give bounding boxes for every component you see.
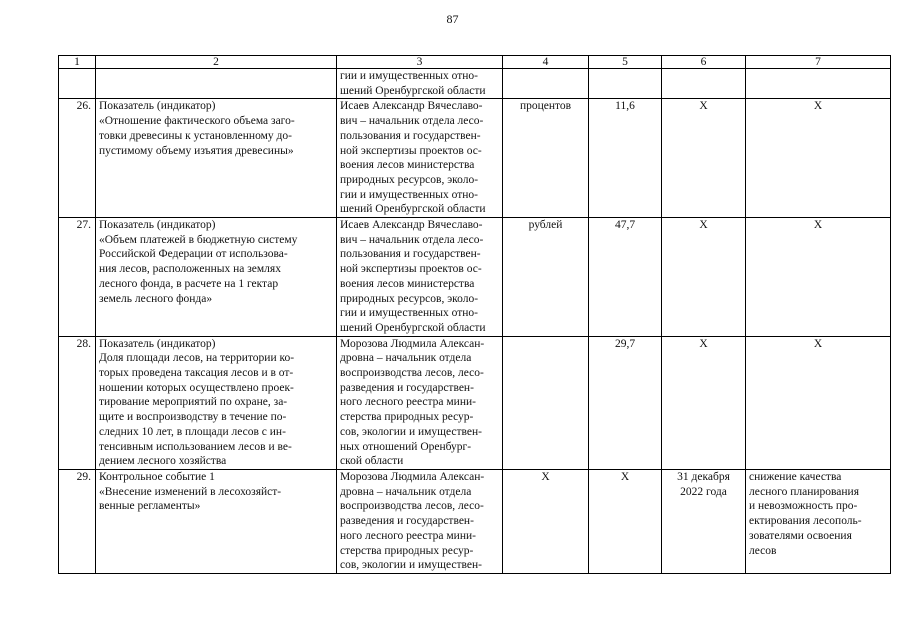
cell-empty [96, 69, 337, 99]
value-cell: Х [589, 469, 662, 573]
header-col-4: 4 [503, 56, 589, 69]
unit-cell [503, 336, 589, 469]
header-col-5: 5 [589, 56, 662, 69]
consequence-cell: Х [746, 99, 891, 218]
row-number: 27. [59, 218, 96, 337]
cell-empty [59, 69, 96, 99]
responsible-person: Исаев Александр Вячеславо- вич – начальник отдела лесо- пользования и государствен- ной экспертизы проектов ос- воения лесов министерства природных ресурсов, эколо- гии и имущественных отно- шений Оренбургской области [337, 99, 503, 218]
table-row [59, 99, 891, 218]
page-number: 87 [446, 12, 459, 26]
event-name: Контрольное событие 1 «Внесение изменений в лесохозяйст- венные регламенты» [96, 469, 337, 573]
deadline-cell: Х [662, 218, 746, 337]
header-col-2: 2 [96, 56, 337, 69]
responsible-cell: гии и имущественных отно- шений Оренбургской области [337, 69, 503, 99]
cell-empty [589, 69, 662, 99]
row-number: 26. [59, 99, 96, 218]
unit-cell: Х [503, 469, 589, 573]
consequence-cell: Х [746, 218, 891, 337]
indicators-table [58, 55, 891, 574]
indicator-name: Показатель (индикатор) «Объем платежей в бюджетную систему Российской Федерации от использова- ния лесов, расположенных на землях лесного фонда, в расчете на 1 гектар земель лесного фонда» [96, 218, 337, 337]
indicator-name: Показатель (индикатор) «Отношение фактического объема заго- товки древесины к установленному до- пустимому объему изъятия древесины» [96, 99, 337, 218]
continuation-row [59, 69, 891, 99]
consequence-cell: Х [746, 336, 891, 469]
deadline-cell: 31 декабря 2022 года [662, 469, 746, 573]
responsible-person: Морозова Людмила Алексан- дровна – начальник отдела воспроизводства лесов, лесо- разведения и государствен- ного лесного реестра мини- стерства природных ресур- сов, экологии и имуществен- ных отношений Оренбург- ской области [337, 336, 503, 469]
deadline-cell: Х [662, 336, 746, 469]
header-row [59, 56, 891, 69]
unit-cell: процентов [503, 99, 589, 218]
header-col-7: 7 [746, 56, 891, 69]
table-row [59, 336, 891, 469]
row-number: 29. [59, 469, 96, 573]
header-col-6: 6 [662, 56, 746, 69]
value-cell: 11,6 [589, 99, 662, 218]
value-cell: 47,7 [589, 218, 662, 337]
indicator-name: Показатель (индикатор) Доля площади лесов, на территории ко- торых проведена таксация лесов и в от- ношении которых осуществлено проек- тирование мероприятий по охране, за- щите и воспроизводству в течение по- следних 10 лет, в площади лесов с ин- тенсивным использованием лесов и ве- дением лесного хозяйства [96, 336, 337, 469]
table-row [59, 469, 891, 573]
header-col-3: 3 [337, 56, 503, 69]
cell-empty [662, 69, 746, 99]
consequence-cell: снижение качества лесного планирования и невозможность про- ектирования лесополь- зователями освоения лесов [746, 469, 891, 573]
header-col-1: 1 [59, 56, 96, 69]
responsible-person: Исаев Александр Вячеславо- вич – начальник отдела лесо- пользования и государствен- ной экспертизы проектов ос- воения лесов министерства природных ресурсов, эколо- гии и имущественных отно- шений Оренбургской области [337, 218, 503, 337]
deadline-cell: Х [662, 99, 746, 218]
responsible-person: Морозова Людмила Алексан- дровна – начальник отдела воспроизводства лесов, лесо- разведения и государствен- ного лесного реестра мини- стерства природных ресур- сов, экологии и имуществен- [337, 469, 503, 573]
row-number: 28. [59, 336, 96, 469]
unit-cell: рублей [503, 218, 589, 337]
value-cell: 29,7 [589, 336, 662, 469]
cell-empty [746, 69, 891, 99]
cell-empty [503, 69, 589, 99]
table-row [59, 218, 891, 337]
